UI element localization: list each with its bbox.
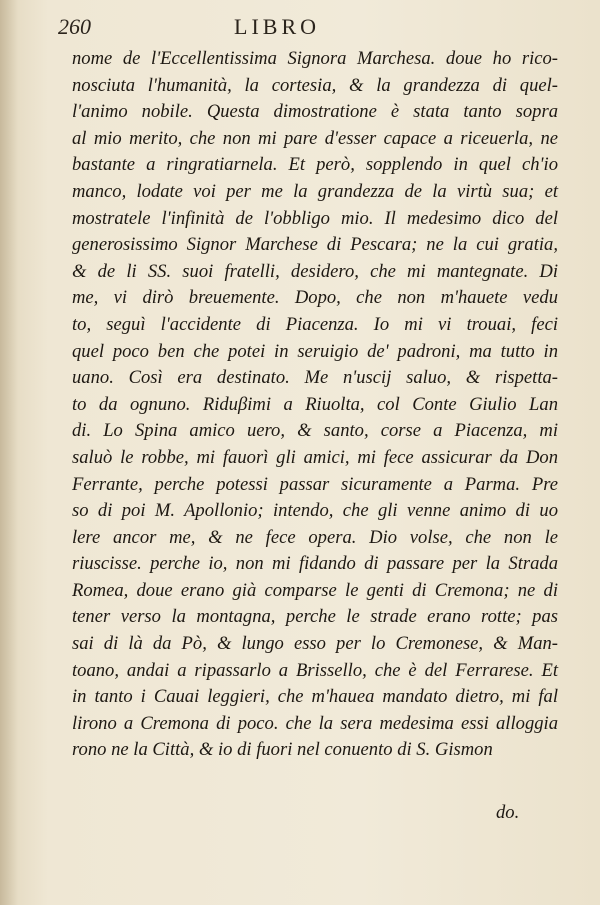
text-line: rono ne la Città, & io di fuori nel conuento di S. Gismon (72, 739, 493, 761)
running-head: LIBRO (234, 14, 320, 39)
text-line: di. Lo Spina amico uero, & santo, corse a Piacenza, mi (72, 420, 558, 442)
text-line: l'animo nobile. Questa dimostratione è stata tanto sopra (72, 101, 558, 123)
text-line: tener verso la montagna, perche le strade erano rotte; pas (72, 606, 558, 628)
text-line: to, seguì l'accidente di Piacenza. Io mi vi trouai, feci (72, 313, 558, 335)
catchword: do. (496, 802, 520, 823)
text-line: sai di là da Pò, & lungo esso per lo Cremonese, & Man- (72, 633, 558, 655)
text-line: nome de l'Eccellentissima Signora Marchesa. doue ho rico- (72, 48, 558, 69)
text-line: saluò le robbe, mi fauorì gli amici, mi fece assicurar da Don (72, 446, 558, 468)
text-line: Romea, doue erano già comparse le genti di Cremona; ne di (72, 579, 558, 601)
text-line: Ferrante, perche potessi passar sicuramente a Parma. Pre (72, 473, 558, 495)
page-number: 260 (58, 14, 91, 39)
body-text (72, 46, 558, 764)
text-line: in tanto i Cauai leggieri, che m'hauea mandato dietro, mi fal (72, 686, 558, 708)
text-line: generosissimo Signor Marchese di Pescara; ne la cui gratia, (72, 234, 558, 256)
text-line: toano, andai a ripassarlo a Brissello, che è del Ferrarese. Et (72, 659, 558, 681)
text-line: lere ancor me, & ne fece opera. Dio volse, che non le (72, 526, 558, 548)
text-line: manco, lodate voi per me la grandezza de la virtù sua; et (72, 180, 558, 202)
text-line: bastante a ringratiarnela. Et però, sopplendo in quel ch'io (72, 154, 558, 176)
text-line: nosciuta l'humanità, la cortesia, & la grandezza di quel- (72, 74, 558, 96)
text-line: uano. Così era destinato. Me n'uscij saluo, & rispetta- (72, 367, 558, 389)
text-line: & de li SS. suoi fratelli, desidero, che mi mantegnate. Di (72, 260, 558, 282)
text-line: riuscisse. perche io, non mi fidando di passare per la Strada (72, 553, 558, 575)
page-header (56, 14, 526, 40)
text-line: al mio merito, che non mi pare d'esser capace a riceuerla, ne (72, 127, 558, 149)
text-line: mostratele l'infinità de l'obbligo mio. Il medesimo dico del (72, 207, 558, 229)
text-line: quel poco ben che potei in seruigio de' padroni, ma tutto in (72, 340, 558, 362)
text-line: to da ognuno. Riduβimi a Riuolta, col Conte Giulio Lan (72, 393, 558, 415)
text-line: me, vi dirò breuemente. Dopo, che non m'hauete vedu (72, 287, 558, 309)
text-line: lirono a Cremona di poco. che la sera medesima essi alloggia (72, 712, 558, 734)
text-line: so di poi M. Apollonio; intendo, che gli venne animo di uo (72, 500, 558, 522)
page-gutter-shadow (0, 0, 18, 905)
